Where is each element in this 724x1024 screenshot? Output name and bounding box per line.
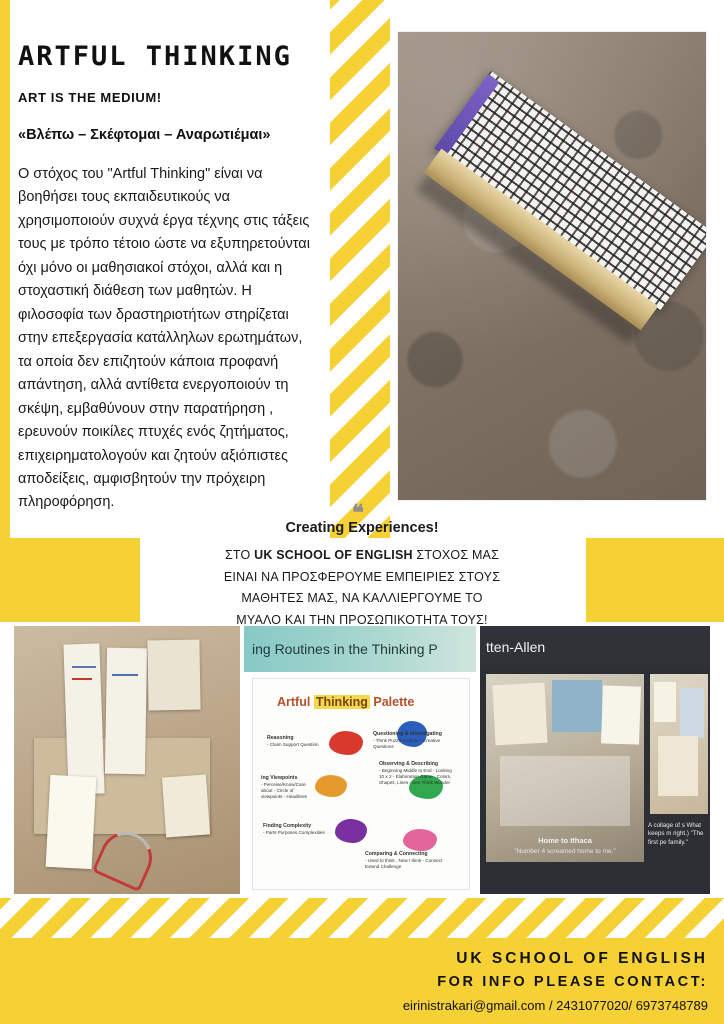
diagonal-stripe-band <box>330 0 390 538</box>
slogan-line1-post: ΣΤΟΧΟΣ ΜΑΣ <box>412 548 500 562</box>
left-yellow-bar <box>0 0 10 538</box>
palette-label-comparing-title: Comparing & Connecting <box>365 851 428 857</box>
palette-label-reasoning-desc: - Claim Support Question <box>267 742 319 748</box>
slogan-block <box>190 545 534 631</box>
palette-blob-purple <box>335 819 367 843</box>
palette-label-observing-title: Observing & Describing <box>379 761 439 767</box>
palette-label-exploring-desc: - Perceive/Know/Care about - Circle of viewpoints - Headlines <box>261 782 307 800</box>
slogan-line1-pre: ΣΤΟ <box>224 548 255 562</box>
slogan-line3: ΜΑΘΗΤΕΣ ΜΑΣ, ΝΑ ΚΑΛΛΙΕΡΓΟΥΜΕ ΤΟ <box>241 591 483 605</box>
intro-text-column <box>18 42 318 515</box>
palette-label-reasoning-title: Reasoning <box>267 735 294 741</box>
palette-label-observing-desc: - Beginning Middle to End - Looking 10 x 2 - Elaboration Game - Colors, Shapes, Lines - See Think Wonder <box>379 768 452 786</box>
exhibit-photo-left <box>486 674 644 862</box>
ink-line-3 <box>112 674 138 676</box>
footer-bar <box>0 938 724 1024</box>
mid-yellow-bar-right <box>586 538 724 622</box>
mid-yellow-bar-left <box>0 538 140 622</box>
palette-title <box>277 695 414 709</box>
slogan-brand: UK SCHOOL OF ENGLISH <box>254 548 413 562</box>
exhibit-card-1 <box>492 683 547 746</box>
exhibit-card-2 <box>552 680 602 732</box>
palette-label-observing <box>379 761 455 787</box>
palette-label-comparing-desc: - Used to think , Now I think - Connect Extend Challenge <box>365 858 443 870</box>
palette-label-questioning-desc: - Think Puzzle Explore - Creative Questions <box>373 738 441 750</box>
exhibit-card-4 <box>500 756 630 826</box>
palette-title-a: Artful <box>277 695 314 709</box>
palette-label-questioning <box>373 731 443 750</box>
palette-blob-pink <box>403 829 437 851</box>
page-subtitle: ART IS THE MEDIUM! <box>18 89 162 105</box>
exhibit-card-3 <box>601 685 641 744</box>
page-title: ARTFUL THINKING <box>18 41 292 72</box>
palette-label-complexity <box>263 823 325 836</box>
palette-title-b: Thinking <box>315 695 368 709</box>
quote-mark-icon: ❝ <box>352 500 363 525</box>
ink-line-2 <box>72 678 92 680</box>
hero-notebook-photo <box>398 32 706 500</box>
lapbook-flap-5 <box>162 775 210 838</box>
palette-label-comparing <box>365 851 443 870</box>
palette-blob-orange <box>315 775 347 797</box>
creating-experiences-heading: Creating Experiences! <box>285 520 439 536</box>
palette-label-exploring-title: ing Viewpoints <box>261 775 298 781</box>
exhibit-caption-sub: "Number 4 screamed home to me." <box>514 848 616 855</box>
palette-label-complexity-title: Finding Complexity <box>263 823 312 829</box>
footer-school-name: UK SCHOOL OF ENGLISH <box>456 950 708 967</box>
gallery-palette-slide <box>244 626 476 894</box>
lapbook-flap-2 <box>105 648 147 775</box>
palette-blob-red <box>329 731 363 755</box>
exhibit-banner-title: tten-Allen <box>480 626 710 668</box>
exhibit-strip-3 <box>658 736 698 796</box>
exhibit-strip-1 <box>654 682 676 722</box>
palette-label-questioning-title: Questioning & Investigating <box>373 731 442 737</box>
palette-label-complexity-desc: - Parts Purposes Complexities <box>263 830 325 836</box>
footer-contact-details[interactable]: eirinistrakari@gmail.com / 2431077020/ 6973748789 <box>402 998 708 1013</box>
footer-contact-prompt: FOR INFO PLEASE CONTACT: <box>437 974 708 990</box>
palette-title-c: Palette <box>369 695 415 709</box>
thinking-routine-quote: «Βλέπω – Σκέφτομαι – Αναρωτιέμαι» <box>18 126 271 143</box>
palette-card <box>252 678 470 890</box>
exhibit-strip-2 <box>680 688 704 738</box>
lapbook-flap-4 <box>46 775 97 869</box>
hazard-stripe <box>0 898 724 938</box>
lapbook-flap-3 <box>147 640 200 711</box>
intro-paragraph: Ο στόχος του "Artful Thinking" είναι να βοηθήσει τους εκπαιδευτικούς να χρησιμοποιούν συχνά έργα τέχνης στις τάξεις τους με τρόπο τέτοιο ώστε να εξυπηρετούνται όχι μόνο οι μαθησιακοί στόχοι, αλλά και η στοχαστική διάθεση των μαθητών. Η φιλοσοφία των δραστηριοτήτων στηρίζεται στην επεξεργασία κατάλληλων ερωτημάτων, τα οποία δεν επιζητούν κάποια προφανή απάντηση, αλλά αντίθετα ενεργοποιούν τη σκέψη, εμβαθύνουν στην παρατήρηση , ερευνούν ποικίλες πτυχές ενός ζητήματος, επιχειρηματολογούν και ζητούν αξιόπιστες αποδείξεις, αμφισβητούν την πρόχειρη πληροφόρηση. <box>18 165 310 511</box>
ink-line-1 <box>72 666 96 668</box>
exhibit-caption-right: A collage of s What keeps m right.) "The first pe family." <box>648 822 704 846</box>
gallery-exhibit-slide <box>480 626 710 894</box>
palette-label-exploring <box>261 775 315 801</box>
slogan-line2: ΕΙΝΑΙ ΝΑ ΠΡΟΣΦΕΡΟΥΜΕ ΕΜΠΕΙΡΙΕΣ ΣΤΟΥΣ <box>223 569 501 584</box>
photo-gallery <box>14 626 710 894</box>
palette-label-reasoning <box>267 735 323 748</box>
gallery-photo-lapbook <box>14 626 240 894</box>
slide-banner-title: ing Routines in the Thinking P <box>244 626 476 672</box>
slogan-line4: ΜΥΑΛΟ ΚΑΙ ΤΗΝ ΠΡΟΣΩΠΙΚΟΤΗΤΑ ΤΟΥΣ! <box>236 612 488 627</box>
exhibit-photo-right <box>650 674 708 814</box>
exhibit-caption-title: Home to Ithaca <box>538 836 592 845</box>
